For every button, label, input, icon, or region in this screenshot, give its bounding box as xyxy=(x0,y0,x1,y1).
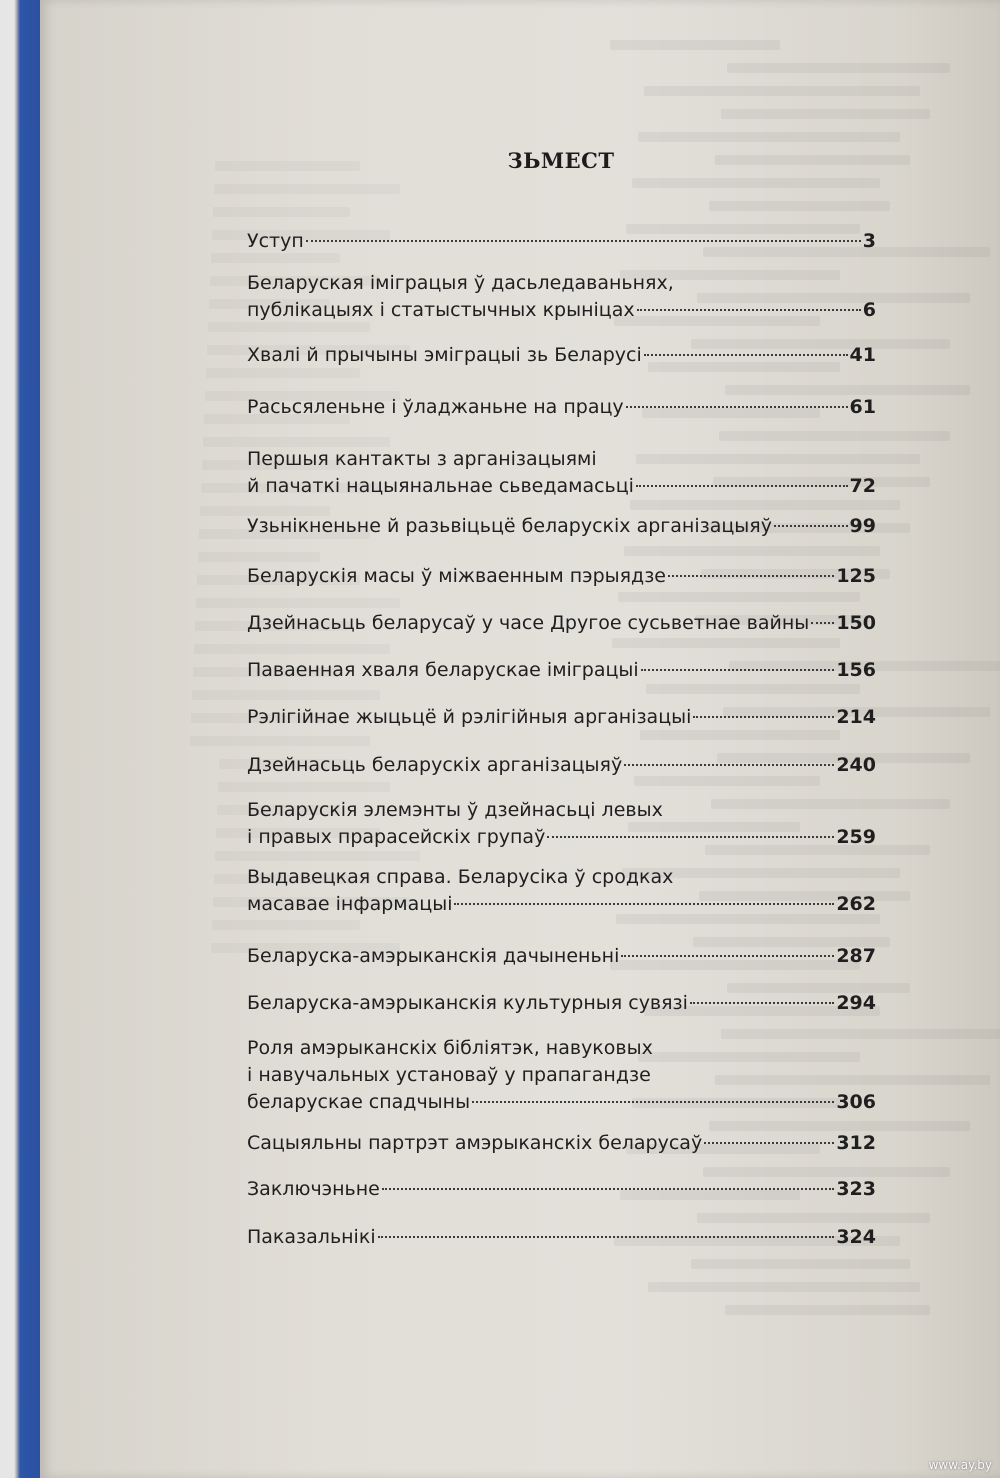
toc-entry-title-line: і навучальных установаў у прапагандзе xyxy=(247,1064,651,1086)
toc-entry-page-number: 323 xyxy=(836,1178,876,1200)
toc-entry-title-line: Выдавецкая справа. Беларусіка ў сродках xyxy=(247,866,674,888)
toc-entry xyxy=(247,864,876,918)
toc-entry-title-line: Узьнікненьне й разьвіцьцё беларускіх арганізацыяў xyxy=(247,515,772,537)
toc-entry-title-line: Уступ xyxy=(247,230,304,252)
dot-leader xyxy=(774,525,848,527)
toc-entry-last-line xyxy=(247,1089,876,1116)
toc-entry-page-number: 214 xyxy=(836,706,876,728)
toc-entry-title-line: Паказальнікі xyxy=(247,1226,376,1248)
toc-entry-title-line: Першыя кантакты з арганізацыямі xyxy=(247,448,597,470)
toc-entry xyxy=(247,1176,876,1203)
toc-entry-last-line xyxy=(247,1224,876,1251)
toc-entry xyxy=(247,394,876,421)
toc-entry-page-number: 262 xyxy=(836,893,876,915)
toc-entry-last-line xyxy=(247,990,876,1017)
toc-entry-page-number: 294 xyxy=(836,992,876,1014)
toc-entry-last-line xyxy=(247,752,876,779)
dot-leader xyxy=(472,1101,834,1103)
toc-entry xyxy=(247,610,876,637)
dot-leader xyxy=(547,836,834,838)
toc-entry-last-line xyxy=(247,228,876,255)
toc-entry xyxy=(247,943,876,970)
toc-entry-last-line xyxy=(247,394,876,421)
toc-entry-last-line xyxy=(247,297,876,324)
dot-leader xyxy=(644,354,848,356)
toc-entry-last-line xyxy=(247,513,876,540)
toc-entry-title-line: Расьсяленьне і ўладжаньне на працу xyxy=(247,396,624,418)
toc-entry-last-line xyxy=(247,943,876,970)
toc-entry-page-number: 72 xyxy=(849,475,876,497)
dot-leader xyxy=(668,575,834,577)
toc-entry xyxy=(247,1035,876,1116)
toc-entry xyxy=(247,342,876,369)
toc-entry-page-number: 324 xyxy=(836,1226,876,1248)
toc-entry xyxy=(247,704,876,731)
toc-entry-page-number: 156 xyxy=(836,659,876,681)
toc-entry-page-number: 240 xyxy=(836,754,876,776)
toc-entry-last-line xyxy=(247,1176,876,1203)
toc-entry-title-line: і правых прарасейскіх групаў xyxy=(247,826,546,848)
toc-entry-title-line: Роля амэрыканскіх бібліятэк, навуковых xyxy=(247,1037,653,1059)
toc-entry-page-number: 61 xyxy=(849,396,876,418)
dot-leader xyxy=(626,406,848,408)
dot-leader xyxy=(641,669,835,671)
toc-entry-last-line xyxy=(247,610,876,637)
toc-entry-page-number: 306 xyxy=(836,1091,876,1113)
toc-entry-page-number: 125 xyxy=(836,565,876,587)
toc-entry-title-line: Беларускія масы ў міжваенным пэрыядзе xyxy=(247,565,666,587)
watermark: www.ay.by xyxy=(928,1458,992,1472)
toc-entry-title-line: Дзейнасьць беларусаў у часе Другое сусьветнае вайны xyxy=(247,612,810,634)
dot-leader xyxy=(690,1002,834,1004)
toc-entry-last-line xyxy=(247,473,876,500)
toc-entry-title-line: Паваенная хваля беларускае іміграцыі xyxy=(247,659,639,681)
toc-entry-page-number: 6 xyxy=(862,299,876,321)
toc-entry-title-line: Хвалі й прычыны эміграцыі зь Беларусі xyxy=(247,344,642,366)
toc-entry-last-line xyxy=(247,891,876,918)
toc-entry-title-line: Сацыяльны партрэт амэрыканскіх беларусаў xyxy=(247,1132,703,1154)
toc-entry xyxy=(247,1224,876,1251)
dot-leader xyxy=(624,764,834,766)
toc-entry xyxy=(247,990,876,1017)
toc-entry xyxy=(247,752,876,779)
toc-entry-page-number: 259 xyxy=(836,826,876,848)
toc-entry-title-line: Беларуска-амэрыканскія культурныя сувязі xyxy=(247,992,688,1014)
toc-entry-last-line xyxy=(247,824,876,851)
dot-leader xyxy=(621,955,834,957)
dot-leader xyxy=(636,485,848,487)
toc-entry-title-line: Дзейнасьць беларускіх арганізацыяў xyxy=(247,754,623,776)
toc-entry-title-line: й пачаткі нацыянальнае сьведамасьці xyxy=(247,475,634,497)
toc-entry xyxy=(247,513,876,540)
toc-entry-title-line: публікацыях і статыстычных крыніцах xyxy=(247,299,635,321)
toc-entry xyxy=(247,563,876,590)
dot-leader xyxy=(378,1236,835,1238)
dot-leader xyxy=(382,1188,835,1190)
toc-entry-title-line: Рэлігійнае жыцьцё й рэлігійныя арганізацыі xyxy=(247,706,692,728)
dot-leader xyxy=(637,309,861,311)
toc-entry-last-line xyxy=(247,657,876,684)
toc-entry xyxy=(247,1130,876,1157)
dot-leader xyxy=(704,1142,834,1144)
toc-entry-last-line xyxy=(247,342,876,369)
toc-entry-page-number: 3 xyxy=(862,230,876,252)
toc-entry-last-line xyxy=(247,704,876,731)
toc-entry-last-line xyxy=(247,1130,876,1157)
toc-entry-title-line: масавае інфармацыі xyxy=(247,893,453,915)
toc-entry xyxy=(247,657,876,684)
toc-entry xyxy=(247,446,876,500)
toc-entry xyxy=(247,797,876,851)
page-title-text: ЗЬМЕСТ xyxy=(507,148,615,173)
dot-leader xyxy=(306,240,861,242)
toc-entry-title-line: Заключэньне xyxy=(247,1178,380,1200)
toc-entry-title-line: Беларуска-амэрыканскія дачыненьні xyxy=(247,945,620,967)
toc-entry-title-line: Беларускія элемэнты ў дзейнасьці левых xyxy=(247,799,663,821)
toc-entry-title-line: Беларуская іміграцыя ў дасьледаваньнях, xyxy=(247,272,674,294)
toc-entry-title-line: беларускае спадчыны xyxy=(247,1091,471,1113)
toc-entry xyxy=(247,228,876,255)
toc-entry-last-line xyxy=(247,563,876,590)
dot-leader xyxy=(693,716,834,718)
toc-entry xyxy=(247,270,876,324)
toc-entry-page-number: 312 xyxy=(836,1132,876,1154)
dot-leader xyxy=(811,622,834,624)
dot-leader xyxy=(454,903,834,905)
toc-entry-page-number: 99 xyxy=(849,515,876,537)
toc-entry-page-number: 150 xyxy=(836,612,876,634)
toc-entry-page-number: 287 xyxy=(836,945,876,967)
toc-entry-page-number: 41 xyxy=(849,344,876,366)
